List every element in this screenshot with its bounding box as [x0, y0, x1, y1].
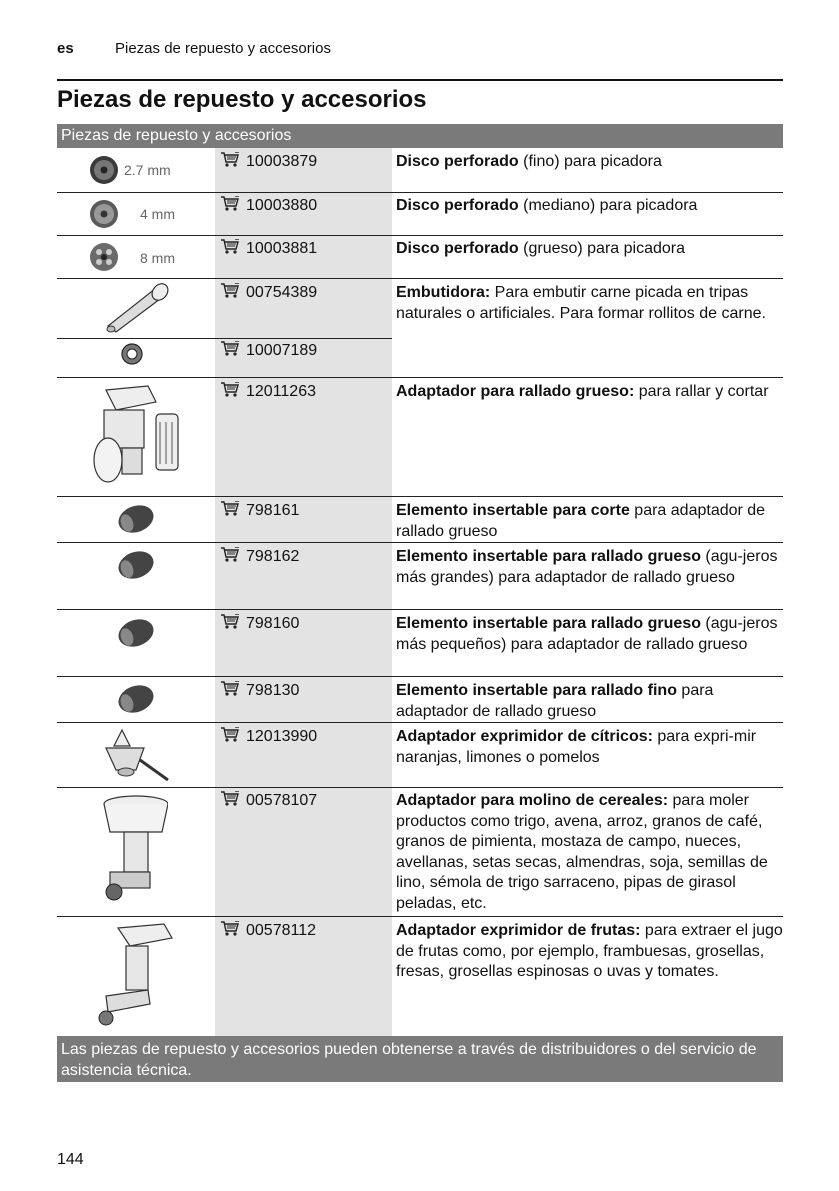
row-divider [57, 278, 783, 279]
header-rule [57, 79, 783, 81]
row-divider [57, 192, 783, 193]
cart-icon [220, 614, 240, 630]
part-description: Adaptador para molino de cereales: para moler productos como trigo, avena, arroz, granos de café, granos de pimienta, mostaza de campo, nueces, avellanas, setas secas, almendras, soja, semillas de lino, sémola de trigo sarraceno, pipas de girasol peladas, etc. [396, 792, 768, 912]
part-description: Adaptador para rallado grueso: para rallar y cortar [396, 383, 769, 400]
part-description: Elemento insertable para rallado fino para adaptador de rallado grueso [396, 682, 714, 720]
cart-icon [220, 727, 240, 743]
row-divider [57, 542, 783, 543]
header-section-title: Piezas de repuesto y accesorios [115, 40, 331, 57]
part-description: Elemento insertable para rallado grueso (agu-jeros más pequeños) para adaptador de rallado grueso [396, 615, 778, 653]
part-description: Adaptador exprimidor de cítricos: para expri-mir naranjas, limones o pomelos [396, 728, 757, 766]
cart-icon [220, 501, 240, 517]
part-number: 10003880 [220, 196, 317, 216]
cart-icon [220, 196, 240, 212]
row-divider [57, 787, 783, 788]
cutting-insert-image [116, 502, 156, 536]
coarse-grating-insert-small-image [116, 616, 156, 650]
part-number: 10003879 [220, 152, 317, 172]
part-number: 798162 [220, 547, 299, 567]
part-description: Elemento insertable para corte para adaptador de rallado grueso [396, 502, 766, 540]
part-description: Disco perforado (mediano) para picadora [396, 197, 698, 214]
cart-icon [220, 791, 240, 807]
disc-size-label: 8 mm [140, 250, 175, 266]
page-number: 144 [57, 1151, 84, 1168]
row-divider [57, 609, 783, 610]
part-number: 12013990 [220, 727, 317, 747]
part-description: Disco perforado (grueso) para picadora [396, 240, 685, 257]
header-language: es [57, 40, 74, 57]
row-divider [57, 235, 783, 236]
row-divider [57, 916, 783, 917]
citrus-press-image [104, 726, 174, 784]
coarse-grating-insert-large-image [116, 548, 156, 582]
grating-adapter-image [86, 380, 186, 492]
disc-size-label: 2.7 mm [124, 162, 171, 178]
part-description: Elemento insertable para rallado grueso (agu-jeros más grandes) para adaptador de rallado grueso [396, 548, 778, 586]
cart-icon [220, 239, 240, 255]
cart-icon [220, 547, 240, 563]
cart-icon [220, 681, 240, 697]
fine-grating-insert-image [116, 682, 156, 716]
row-divider [57, 377, 783, 378]
part-number: 798160 [220, 614, 299, 634]
part-number: 00578112 [220, 921, 316, 941]
disc-size-label: 4 mm [140, 206, 175, 222]
fruit-press-image [96, 920, 178, 1030]
row-divider [57, 676, 783, 677]
part-number: 10003881 [220, 239, 317, 259]
perforated-disc-coarse-image [88, 241, 120, 273]
part-number: 12011263 [220, 382, 316, 402]
table-heading: Piezas de repuesto y accesorios [57, 124, 783, 148]
sausage-stuffer-image [100, 282, 172, 334]
grain-mill-image [98, 792, 168, 912]
cart-icon [220, 341, 240, 357]
part-number: 798130 [220, 681, 299, 701]
perforated-disc-fine-image [88, 154, 120, 186]
cart-icon [220, 382, 240, 398]
part-number: 798161 [220, 501, 299, 521]
part-number: 00754389 [220, 283, 317, 303]
part-number: 10007189 [220, 341, 317, 361]
part-description: Embutidora: Para embutir carne picada en tripas naturales o artificiales. Para formar rollitos de carne. [396, 284, 766, 322]
part-description: Adaptador exprimidor de frutas: para extraer el jugo de frutas como, por ejemplo, frambuesas, grosellas, fresas, grosellas espinosas o uvas y tomates. [396, 922, 783, 980]
cart-icon [220, 152, 240, 168]
row-divider [57, 722, 783, 723]
ring-nut-image [120, 342, 144, 366]
perforated-disc-medium-image [88, 198, 120, 230]
row-divider [57, 496, 783, 497]
part-description: Disco perforado (fino) para picadora [396, 153, 662, 170]
part-number-column [215, 148, 392, 1036]
cart-icon [220, 921, 240, 937]
row-divider [57, 338, 392, 339]
cart-icon [220, 283, 240, 299]
page-title: Piezas de repuesto y accesorios [57, 86, 427, 113]
part-number: 00578107 [220, 791, 317, 811]
footer-note: Las piezas de repuesto y accesorios pueden obtenerse a través de distribuidores o del servicio de asistencia técnica. [57, 1036, 783, 1082]
